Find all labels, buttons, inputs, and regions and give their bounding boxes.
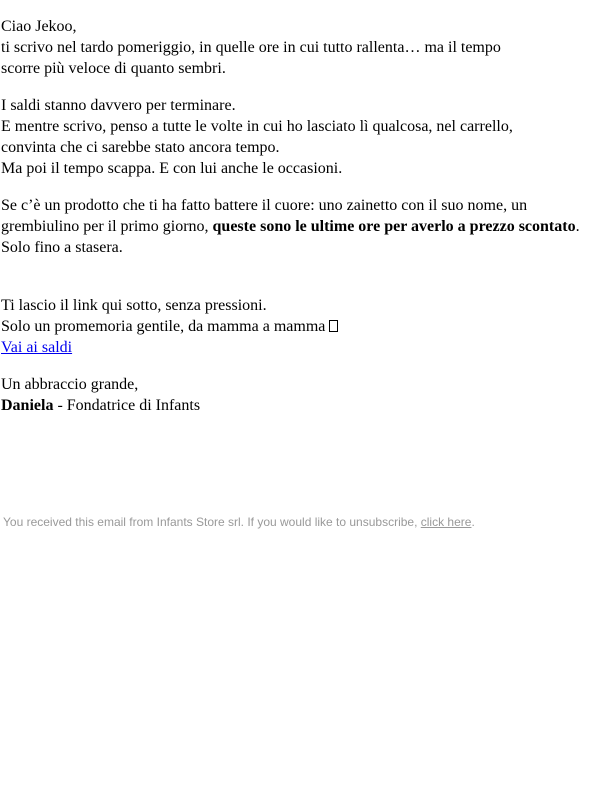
footer-end: . [471,515,475,529]
intro-line: scorre più veloce di quanto sembri. [1,60,226,77]
greeting-paragraph [0,16,599,79]
link-intro: Solo un promemoria gentile, da mamma a mamma [1,318,326,335]
unsubscribe-link[interactable]: click here [420,515,472,529]
intro-line: ti scrivo nel tardo pomeriggio, in quelle ore in cui tutto rallenta… ma il tempo [1,39,501,56]
heart-emoji-icon [329,320,338,332]
product-highlight: queste sono le ultime ore per averlo a prezzo scontato [212,218,576,235]
product-text: Se c’è un prodotto che ti ha fatto battere il cuore: uno zainetto con il suo nome, un grembiulino per il primo giorno, [1,197,528,235]
signature-role: - Fondatrice di Infants [53,397,201,414]
footer-text: You received this email from Infants Store srl. If you would like to unsubscribe, [3,515,421,529]
signature [1,395,599,416]
link-paragraph [0,295,599,358]
deadline-text: Solo fino a stasera. [1,239,123,256]
link-intro: Ti lascio il link qui sotto, senza pressioni. [1,297,267,314]
signature-paragraph [0,374,599,416]
closing: Un abbraccio grande, [1,376,139,393]
sales-line: convinta che ci sarebbe stato ancora tempo. [1,139,280,156]
product-text-block [1,195,599,237]
sales-line: I saldi stanno davvero per terminare. [1,97,236,114]
email-footer [3,514,597,530]
sales-paragraph [0,95,599,179]
sales-line: Ma poi il tempo scappa. E con lui anche le occasioni. [1,160,343,177]
sales-line: E mentre scrivo, penso a tutte le volte in cui ho lasciato lì qualcosa, nel carrello, [1,118,513,135]
product-paragraph [0,195,599,258]
greeting: Ciao Jekoo, [1,18,77,35]
link-intro-line [1,316,599,337]
product-period: . [575,218,580,235]
sales-link[interactable]: Vai ai saldi [1,339,73,356]
signature-name: Daniela [1,397,54,414]
